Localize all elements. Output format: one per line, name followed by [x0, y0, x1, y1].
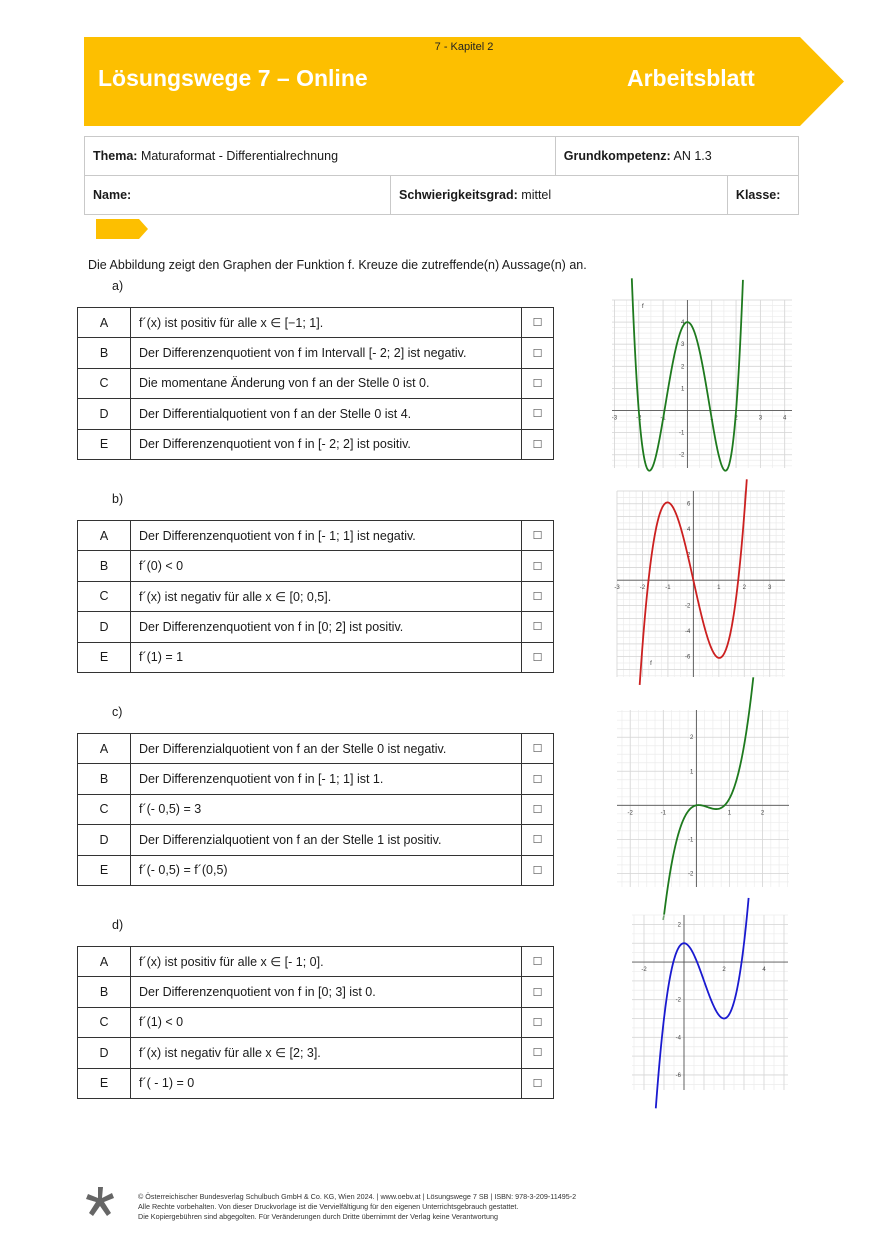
y-tick-label: 4 [681, 320, 685, 327]
function-curve [660, 677, 753, 920]
option-statement: f´(1) = 1 [131, 642, 522, 672]
x-tick-label: 1 [710, 415, 714, 422]
x-tick-label: -2 [639, 585, 646, 592]
option-checkbox[interactable]: ☐ [522, 551, 554, 581]
option-checkbox[interactable]: ☐ [522, 1038, 554, 1068]
option-checkbox[interactable]: ☐ [522, 1007, 554, 1037]
y-tick-label: 2 [690, 735, 694, 742]
table-row [78, 338, 554, 368]
x-tick-label: 4 [783, 415, 787, 422]
option-letter: E [78, 1068, 131, 1098]
y-tick-label: -1 [679, 430, 685, 437]
kompetenz-cell: Grundkompetenz: AN 1.3 [555, 137, 798, 176]
option-checkbox[interactable]: ☐ [522, 642, 554, 672]
chapter-label: 7 - Kapitel 2 [434, 41, 494, 53]
option-letter: D [78, 612, 131, 642]
option-statement: Der Differenzenquotient von f im Intervall [- 2; 2] ist negativ. [131, 338, 522, 368]
table-row [78, 855, 554, 885]
y-tick-label: 3 [681, 342, 685, 349]
option-checkbox[interactable]: ☐ [522, 521, 554, 551]
publisher-logo-icon [84, 1186, 116, 1218]
y-tick-label: -6 [685, 654, 691, 661]
option-checkbox[interactable]: ☐ [522, 429, 554, 459]
table-row [78, 612, 554, 642]
option-statement: f´(x) ist positiv für alle x ∈ [−1; 1]. [131, 308, 522, 338]
option-statement: f´(- 0,5) = f´(0,5) [131, 855, 522, 885]
answer-table [77, 946, 554, 1099]
graph-a [612, 300, 792, 468]
answer-table [77, 307, 554, 460]
y-tick-label: -1 [688, 837, 694, 844]
name-field[interactable]: Name: [85, 176, 391, 215]
worksheet-label: Arbeitsblatt [627, 65, 755, 91]
option-statement: Die momentane Änderung von f an der Stelle 0 ist 0. [131, 368, 522, 398]
y-tick-label: -6 [675, 1072, 681, 1079]
option-checkbox[interactable]: ☐ [522, 947, 554, 977]
table-row [78, 1068, 554, 1098]
option-checkbox[interactable]: ☐ [522, 764, 554, 794]
x-tick-label: -1 [665, 585, 671, 592]
answer-table [77, 520, 554, 673]
option-statement: Der Differenzenquotient von f in [- 2; 2] ist positiv. [131, 429, 522, 459]
table-row [78, 399, 554, 429]
option-letter: E [78, 642, 131, 672]
x-tick-label: 2 [742, 585, 746, 592]
x-tick-label: 1 [717, 585, 721, 592]
y-tick-label: 2 [681, 364, 685, 371]
option-letter: B [78, 338, 131, 368]
option-letter: A [78, 308, 131, 338]
y-tick-label: 4 [687, 527, 691, 534]
section-label: d) [112, 918, 124, 932]
thema-cell: Thema: Maturaformat - Differentialrechnung [85, 137, 556, 176]
x-tick-label: -2 [641, 967, 647, 974]
option-checkbox[interactable]: ☐ [522, 734, 554, 764]
x-tick-label: 2 [760, 810, 765, 817]
option-letter: B [78, 764, 131, 794]
x-tick-label: -3 [614, 585, 620, 592]
table-row [78, 308, 554, 338]
table-row [78, 429, 554, 459]
y-tick-label: 1 [681, 386, 685, 393]
table-row [78, 825, 554, 855]
option-letter: D [78, 825, 131, 855]
y-tick-label: -2 [688, 871, 694, 878]
section-label: b) [112, 492, 124, 506]
difficulty-cell: Schwierigkeitsgrad: mittel [391, 176, 728, 215]
x-tick-label: -1 [660, 810, 666, 817]
table-row [78, 368, 554, 398]
table-row [78, 734, 554, 764]
option-letter: C [78, 368, 131, 398]
y-tick-label: 2 [677, 922, 681, 929]
option-checkbox[interactable]: ☐ [522, 368, 554, 398]
option-letter: A [78, 734, 131, 764]
option-statement: Der Differenzialquotient von f an der Stelle 0 ist negativ. [131, 734, 522, 764]
option-letter: E [78, 855, 131, 885]
option-letter: D [78, 1038, 131, 1068]
table-row [78, 947, 554, 977]
x-tick-label: 3 [768, 585, 772, 592]
option-statement: Der Differentialquotient von f an der Stelle 0 ist 4. [131, 399, 522, 429]
option-statement: Der Differenzialquotient von f an der Stelle 1 ist positiv. [131, 825, 522, 855]
graph-d [632, 915, 788, 1090]
y-tick-label: -2 [675, 997, 681, 1004]
x-tick-label: -3 [611, 415, 618, 422]
y-tick-label: 6 [687, 501, 691, 508]
option-letter: B [78, 977, 131, 1007]
option-checkbox[interactable]: ☐ [522, 1068, 554, 1098]
y-tick-label: -4 [675, 1035, 681, 1042]
table-row [78, 521, 554, 551]
table-row [78, 977, 554, 1007]
function-label: f [642, 304, 644, 310]
x-tick-label: -2 [627, 810, 633, 817]
x-tick-label: 3 [758, 415, 763, 422]
function-curve [656, 898, 749, 1108]
klasse-field[interactable]: Klasse: [727, 176, 798, 215]
option-statement: f´(x) ist negativ für alle x ∈ [0; 0,5]. [131, 581, 522, 611]
x-tick-label: 2 [722, 967, 726, 974]
option-letter: C [78, 794, 131, 824]
section-label: a) [112, 279, 124, 293]
option-letter: B [78, 551, 131, 581]
option-checkbox[interactable]: ☐ [522, 581, 554, 611]
option-statement: f´( - 1) = 0 [131, 1068, 522, 1098]
footer: © Österreichischer Bundesverlag Schulbuch GmbH & Co. KG, Wien 2024. | www.oebv.at | Lösungswege 7 SB | ISBN: 978-3-209-11495-2 Alle Rechte vorbehalten. Von dieser Druckvorlage ist die Vervielfältigung für den eigenen Unterrichtsgebrauch gestattet. Die Kopiergebühren sind abgegolten. Für Veränderungen durch Dritte übernimmt der Verlag keine Verantwortung [138, 1192, 577, 1221]
table-row [78, 642, 554, 672]
y-tick-label: -2 [679, 452, 685, 459]
table-row [78, 1038, 554, 1068]
option-statement: f´(x) ist negativ für alle x ∈ [2; 3]. [131, 1038, 522, 1068]
y-tick-label: -4 [685, 629, 691, 636]
table-row [78, 1007, 554, 1037]
table-row [78, 551, 554, 581]
info-table [84, 136, 799, 215]
x-tick-label: -1 [660, 415, 666, 422]
table-row [78, 794, 554, 824]
y-tick-label: 2 [687, 552, 691, 559]
table-row [78, 581, 554, 611]
option-checkbox[interactable]: ☐ [522, 338, 554, 368]
x-tick-label: 1 [727, 810, 732, 817]
graph-c [617, 710, 789, 887]
option-letter: A [78, 947, 131, 977]
page-title: Lösungswege 7 – Online [98, 65, 368, 91]
header-banner [84, 37, 844, 126]
option-letter: C [78, 1007, 131, 1037]
option-letter: E [78, 429, 131, 459]
option-statement: Der Differenzenquotient von f in [- 1; 1] ist 1. [131, 764, 522, 794]
table-row [78, 764, 554, 794]
x-tick-label: -2 [636, 415, 642, 422]
option-checkbox[interactable]: ☐ [522, 308, 554, 338]
option-checkbox[interactable]: ☐ [522, 612, 554, 642]
y-tick-label: -2 [685, 603, 691, 610]
option-statement: f´(0) < 0 [131, 551, 522, 581]
small-arrow-icon [96, 219, 150, 239]
option-checkbox[interactable]: ☐ [522, 825, 554, 855]
option-statement: Der Differenzenquotient von f in [0; 3] ist 0. [131, 977, 522, 1007]
y-tick-label: 1 [690, 769, 694, 776]
option-statement: f´(x) ist positiv für alle x ∈ [- 1; 0]. [131, 947, 522, 977]
option-letter: C [78, 581, 131, 611]
section-label: c) [112, 705, 123, 719]
option-letter: D [78, 399, 131, 429]
option-statement: Der Differenzenquotient von f in [0; 2] ist positiv. [131, 612, 522, 642]
answer-table [77, 733, 554, 886]
option-letter: A [78, 521, 131, 551]
option-checkbox[interactable]: ☐ [522, 977, 554, 1007]
option-statement: f´(1) < 0 [131, 1007, 522, 1037]
option-checkbox[interactable]: ☐ [522, 794, 554, 824]
x-tick-label: 4 [762, 967, 766, 974]
task-intro: Die Abbildung zeigt den Graphen der Funktion f. Kreuze die zutreffende(n) Aussage(n) an. [88, 258, 587, 272]
option-statement: Der Differenzenquotient von f in [- 1; 1] ist negativ. [131, 521, 522, 551]
function-label: f [650, 661, 652, 667]
graph-b [614, 491, 785, 677]
option-checkbox[interactable]: ☐ [522, 855, 554, 885]
option-statement: f´(- 0,5) = 3 [131, 794, 522, 824]
option-checkbox[interactable]: ☐ [522, 399, 554, 429]
x-tick-label: 2 [734, 415, 738, 422]
